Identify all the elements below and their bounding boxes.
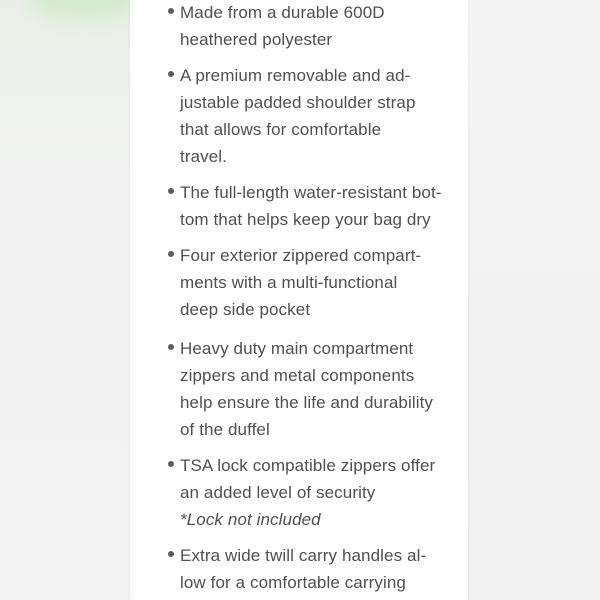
feature-line: Four exterior zippered compart- xyxy=(180,246,422,265)
feature-line: Extra wide twill carry handles al- xyxy=(180,546,427,565)
bullet-icon xyxy=(168,188,174,194)
feature-text xyxy=(180,179,460,233)
feature-line: of the duffel xyxy=(180,420,270,439)
feature-line: an added level of security xyxy=(180,483,376,502)
feature-list-panel xyxy=(130,0,468,600)
bullet-icon xyxy=(168,344,174,350)
feature-line: ments with a multi-functional xyxy=(180,273,398,292)
feature-text xyxy=(180,542,460,596)
feature-line: travel. xyxy=(180,147,227,166)
bullet-icon xyxy=(168,461,174,467)
background-right xyxy=(468,0,600,600)
feature-line: TSA lock compatible zippers offer xyxy=(180,456,436,475)
feature-footnote: *Lock not included xyxy=(180,510,321,529)
feature-line: A premium removable and ad- xyxy=(180,66,411,85)
feature-line: low for a comfortable carrying xyxy=(180,573,406,592)
bullet-icon xyxy=(168,71,174,77)
feature-line: Heavy duty main compartment xyxy=(180,339,414,358)
feature-line: justable padded shoulder strap xyxy=(180,93,416,112)
bullet-icon xyxy=(168,251,174,257)
feature-line: zippers and metal components xyxy=(180,366,415,385)
feature-line: heathered polyester xyxy=(180,30,333,49)
background-left xyxy=(0,0,130,600)
feature-line: help ensure the life and durability xyxy=(180,393,433,412)
bullet-icon xyxy=(168,8,174,14)
feature-line: deep side pocket xyxy=(180,300,311,319)
feature-line: Made from a durable 600D xyxy=(180,3,385,22)
feature-text xyxy=(180,62,460,170)
feature-text xyxy=(180,452,460,533)
bullet-icon xyxy=(168,551,174,557)
feature-text xyxy=(180,242,460,323)
feature-text xyxy=(180,0,460,53)
feature-line: tom that helps keep your bag dry xyxy=(180,210,431,229)
feature-text xyxy=(180,335,460,443)
feature-line: The full-length water-resistant bot- xyxy=(180,183,442,202)
feature-line: that allows for comfortable xyxy=(180,120,382,139)
